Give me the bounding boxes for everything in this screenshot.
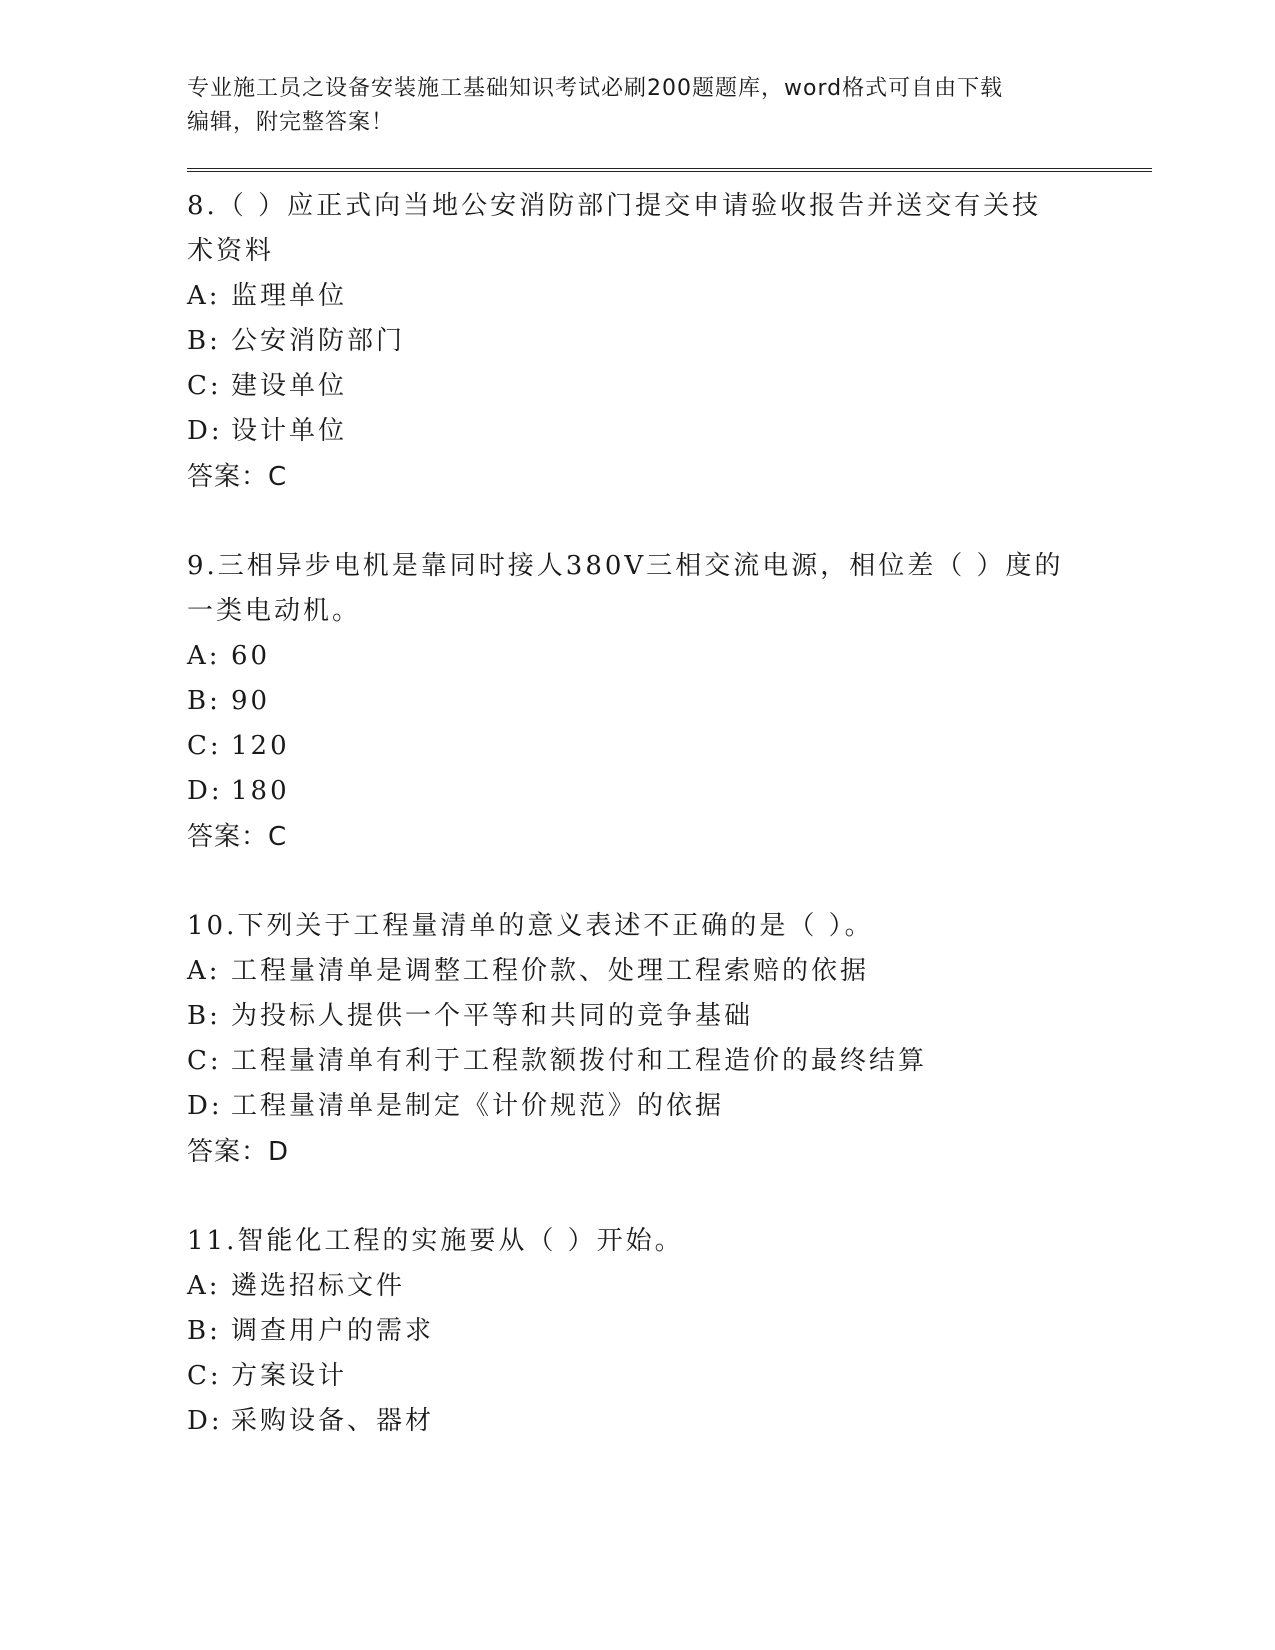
option-d (187, 769, 1152, 814)
question-stem: 8.（ ）应正式向当地公安消防部门提交申请验收报告并送交有关技术资料 (187, 191, 1042, 266)
option-key: D: (187, 1091, 223, 1121)
header-line-1: 专业施工员之设备安装施工基础知识考试必刷200题题库，word格式可自由下载 (187, 76, 1004, 101)
option-key: C: (187, 1361, 222, 1391)
option-a (187, 274, 1152, 319)
option-key: A: (187, 1271, 221, 1301)
question-stem: 9.三相异步电机是靠同时接人380V三相交流电源，相位差（ ）度的一类电动机。 (187, 551, 1064, 626)
option-key: B: (187, 326, 221, 356)
option-key: A: (187, 641, 221, 671)
option-a (187, 1264, 1152, 1309)
option-key: C: (187, 371, 222, 401)
question-stem: 11.智能化工程的实施要从（ ）开始。 (187, 1226, 684, 1256)
option-key: A: (187, 281, 221, 311)
option-text: 60 (231, 641, 271, 671)
option-text: 公安消防部门 (231, 326, 406, 356)
question-10 (187, 904, 1152, 1175)
option-a (187, 634, 1152, 679)
option-b (187, 994, 1152, 1039)
question-stem: 10.下列关于工程量清单的意义表述不正确的是（ ）。 (187, 911, 874, 941)
answer-label: 答案：D (187, 1137, 290, 1167)
option-b (187, 319, 1152, 364)
answer-label: 答案：C (187, 462, 288, 492)
option-key: C: (187, 731, 222, 761)
option-key: A: (187, 956, 221, 986)
option-text: 工程量清单有利于工程款额拨付和工程造价的最终结算 (231, 1046, 928, 1076)
header-divider (187, 168, 1152, 172)
option-c (187, 724, 1152, 769)
option-key: B: (187, 686, 221, 716)
option-c (187, 1354, 1152, 1399)
option-text: 120 (231, 731, 290, 761)
option-key: D: (187, 1406, 223, 1436)
option-text: 采购设备、器材 (231, 1406, 435, 1436)
option-text: 建设单位 (231, 371, 348, 401)
option-b (187, 679, 1152, 724)
option-b (187, 1309, 1152, 1354)
document-page (187, 0, 1152, 1488)
option-text: 设计单位 (231, 416, 348, 446)
option-key: D: (187, 776, 223, 806)
answer-label: 答案：C (187, 822, 288, 852)
option-text: 工程量清单是调整工程价款、处理工程索赔的依据 (231, 956, 870, 986)
option-text: 调查用户的需求 (231, 1316, 435, 1346)
option-key: B: (187, 1316, 221, 1346)
document-header (187, 72, 1067, 140)
question-9 (187, 544, 1152, 860)
option-key: C: (187, 1046, 222, 1076)
option-d (187, 1399, 1152, 1444)
option-d (187, 1084, 1152, 1129)
question-11 (187, 1219, 1152, 1444)
option-c (187, 1039, 1152, 1084)
option-key: D: (187, 416, 223, 446)
option-text: 为投标人提供一个平等和共同的竞争基础 (231, 1001, 754, 1031)
question-list (187, 184, 1152, 1444)
option-text: 180 (231, 776, 290, 806)
option-a (187, 949, 1152, 994)
option-key: B: (187, 1001, 221, 1031)
option-c (187, 364, 1152, 409)
option-text: 90 (231, 686, 271, 716)
option-d (187, 409, 1152, 454)
question-8 (187, 184, 1152, 500)
option-text: 工程量清单是制定《计价规范》的依据 (231, 1091, 725, 1121)
option-text: 方案设计 (231, 1361, 348, 1391)
header-line-2: 编辑，附完整答案！ (187, 110, 395, 135)
option-text: 监理单位 (231, 281, 348, 311)
option-text: 遴选招标文件 (231, 1271, 406, 1301)
